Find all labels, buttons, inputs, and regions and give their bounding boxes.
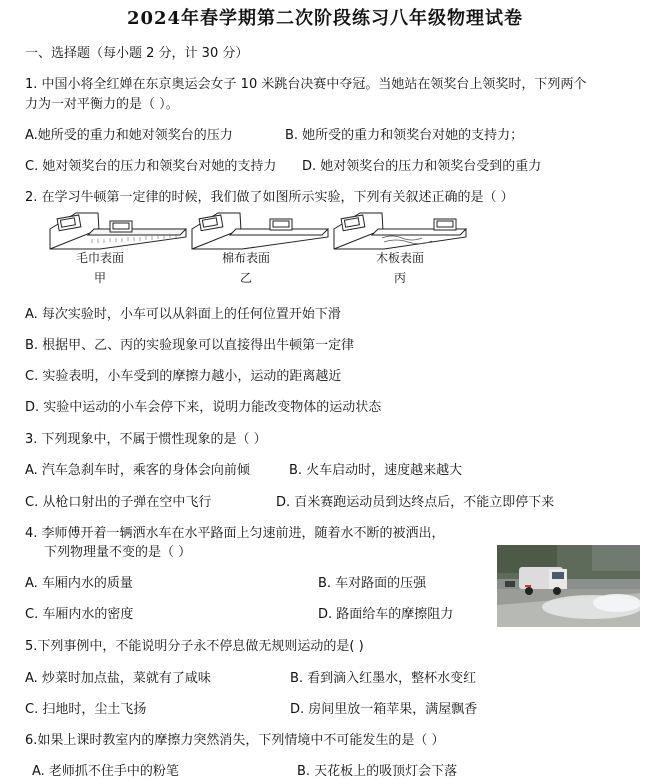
q5-option-a: A. 炒菜时加点盐，菜就有了咸味 [25, 671, 211, 686]
q5-stem: 5.下列事例中，不能说明分子永不停息做无规则运动的是( ) [25, 639, 364, 654]
q6-option-b: B. 天花板上的吸顶灯会下落 [297, 764, 458, 779]
section-heading: 一、选择题（每小题 2 分，计 30 分） [25, 46, 249, 61]
q5-option-c: C. 扫地时，尘土飞扬 [25, 702, 147, 717]
q6-stem: 6.如果上课时教室内的摩擦力突然消失，下列情境中不可能发生的是（ ） [25, 733, 445, 748]
ramp-wood [334, 213, 466, 249]
sprinkler-truck-photo [497, 545, 640, 627]
page-title: 2024年春学期第二次阶段练习八年级物理试卷 [126, 8, 524, 29]
q1-stem-line1: 1. 中国小将全红婵在东京奥运会女子 10 米跳台决赛中夺冠。当她站在领奖台上领奖时，下列两个 [25, 77, 587, 92]
q5-option-d: D. 房间里放一箱苹果，满屋飘香 [290, 702, 478, 717]
q1-option-d: D. 她对领奖台的压力和领奖台受到的重力 [302, 159, 542, 174]
surface-wood-label: 木板表面 [375, 251, 424, 265]
q1-option-a: A.她所受的重力和她对领奖台的压力 [25, 128, 233, 143]
ramp-cotton [192, 213, 328, 249]
surface-cotton-label: 棉布表面 [221, 251, 270, 265]
q4-option-d: D. 路面给车的摩擦阻力 [318, 607, 454, 622]
q3-option-a: A. 汽车急刹车时，乘客的身体会向前倾 [25, 463, 250, 478]
q4-option-b: B. 车对路面的压强 [318, 576, 427, 591]
q5-option-b: B. 看到滴入红墨水，整杯水变红 [290, 671, 477, 686]
q3-option-b: B. 火车启动时，速度越来越大 [289, 463, 463, 478]
ramp-towel [50, 213, 186, 249]
q1-option-b: B. 她所受的重力和领奖台对她的支持力； [285, 128, 524, 143]
q1-option-c: C. 她对领奖台的压力和领奖台对她的支持力 [25, 159, 277, 174]
experiment-figure [48, 207, 468, 287]
figure-label-c: 丙 [393, 271, 406, 285]
q3-option-d: D. 百米赛跑运动员到达终点后，不能立即停下来 [276, 495, 555, 510]
q2-stem: 2. 在学习牛顿第一定律的时候，我们做了如图所示实验，下列有关叙述正确的是（ ） [25, 190, 514, 205]
q3-stem: 3. 下列现象中，不属于惯性现象的是（ ） [25, 432, 267, 447]
q6-option-a: A. 老师抓不住手中的粉笔 [32, 764, 179, 779]
q2-option-d: D. 实验中运动的小车会停下来，说明力能改变物体的运动状态 [25, 400, 382, 415]
figure-label-b: 乙 [239, 271, 252, 285]
q3-option-c: C. 从枪口射出的子弹在空中飞行 [25, 495, 212, 510]
q2-option-a: A. 每次实验时，小车可以从斜面上的任何位置开始下滑 [25, 307, 341, 322]
q2-option-b: B. 根据甲、乙、丙的实验现象可以直接得出牛顿第一定律 [25, 338, 355, 353]
figure-label-a: 甲 [93, 271, 106, 285]
q4-option-a: A. 车厢内水的质量 [25, 576, 133, 591]
q1-stem-line2: 力为一对平衡力的是（ ）。 [25, 97, 179, 112]
surface-towel-label: 毛巾表面 [75, 251, 124, 265]
q4-stem-line2: 下列物理量不变的是（ ） [44, 545, 192, 560]
q2-option-c: C. 实验表明，小车受到的摩擦力越小，运动的距离越近 [25, 369, 342, 384]
q4-stem-line1: 4. 李师傅开着一辆洒水车在水平路面上匀速前进，随着水不断的被洒出， [25, 526, 445, 541]
q4-option-c: C. 车厢内水的密度 [25, 607, 134, 622]
